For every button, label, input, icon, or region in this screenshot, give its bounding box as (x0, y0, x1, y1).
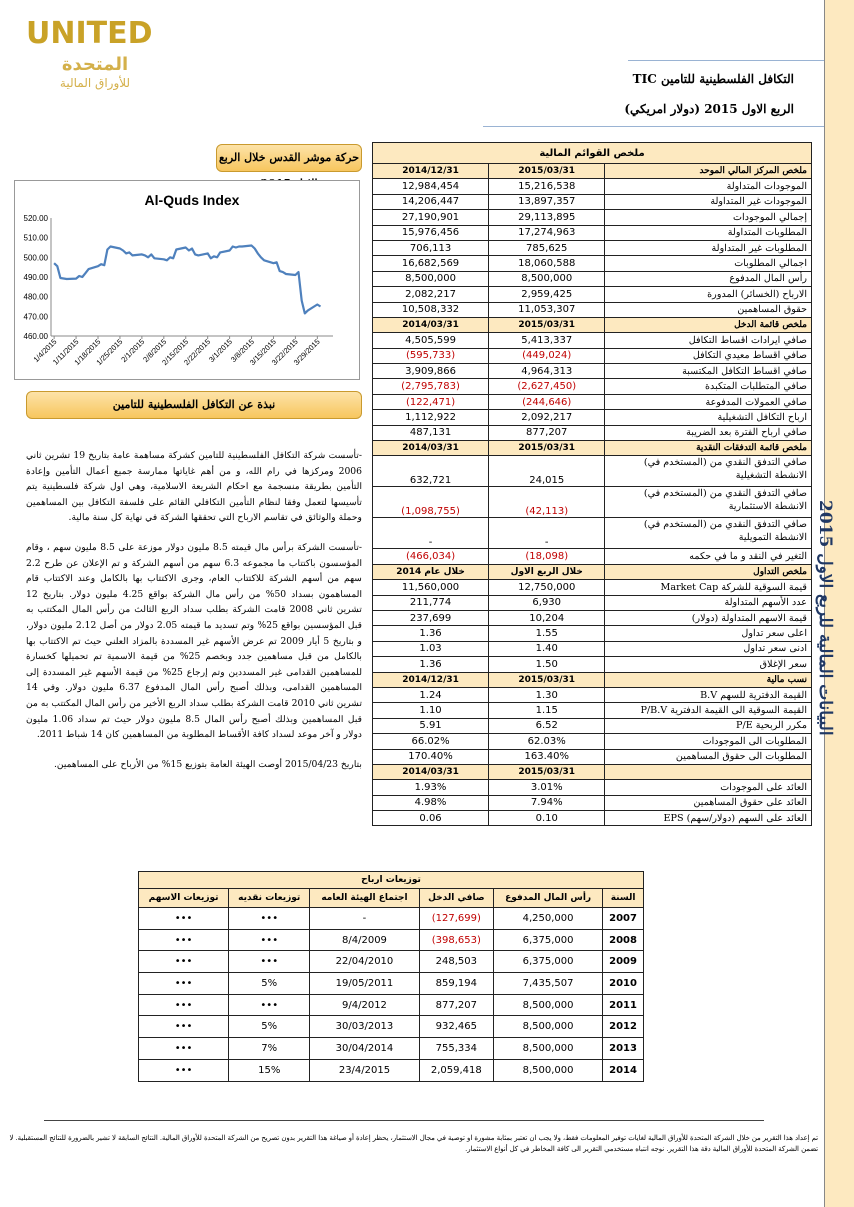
row-value: 16,682,569 (373, 256, 489, 271)
table-row (373, 795, 812, 810)
about-paragraph: بتاريخ 2015/04/23 أوصت الهيئة العامة بتوزيع 15% من الأرباح على المساهمين. (53, 758, 362, 770)
table-row (139, 1038, 644, 1060)
row-value: (449,024) (489, 348, 605, 363)
row-label: قيمة السوقية للشركة Market Cap (605, 580, 812, 595)
row-value: 1.55 (489, 626, 605, 641)
row-label: قيمة الاسهم المتداولة (دولار) (605, 610, 812, 625)
row-value: 785,625 (489, 240, 605, 255)
row-label: ارباح التكافل التشغيلية (605, 410, 812, 425)
company-title: التكافل الفلسطينية للتامين TIC (632, 72, 794, 86)
row-value: 5.91 (373, 718, 489, 733)
row-label: صافي التدفق النقدي من (المستخدم في) الانشطة التشغيلية (605, 456, 812, 487)
row-value: 706,113 (373, 240, 489, 255)
table-row (373, 487, 812, 518)
table-row (373, 518, 812, 549)
row-label: صافي التدفق النقدي من (المستخدم في) الانشطة التمويلية (605, 518, 812, 549)
row-value: 1.36 (373, 657, 489, 672)
row-value: (595,733) (373, 348, 489, 363)
column-header: توزيعات نقديه (229, 889, 310, 908)
row-label: حقوق المساهمين (605, 302, 812, 317)
table-cell: 859,194 (419, 973, 493, 995)
table-row (373, 425, 812, 440)
row-value: 877,207 (489, 425, 605, 440)
table-cell: ••• (139, 929, 229, 951)
table-row (373, 302, 812, 317)
row-value: 14,206,447 (373, 194, 489, 209)
row-label: العائد على حقوق المساهمين (605, 795, 812, 810)
x-tick-label: 3/1/2015 (207, 337, 235, 365)
row-label: صافي ارباح الفترة بعد الضريبة (605, 425, 812, 440)
section-title: ملخص قائمة التدفقات النقدية (605, 441, 812, 456)
table-row (373, 580, 812, 595)
table-cell: 4,250,000 (494, 908, 603, 930)
row-value: 4.98% (373, 795, 489, 810)
row-value: 1.36 (373, 626, 489, 641)
row-label: العائد على السهم (دولار/سهم) EPS (605, 811, 812, 826)
row-value: 7.94% (489, 795, 605, 810)
table-row (373, 595, 812, 610)
row-value: (2,627,450) (489, 379, 605, 394)
dividends-table (138, 871, 644, 1082)
disclaimer-text: تم إعداد هذا التقرير من خلال الشركة المتحدة للأوراق المالية لغايات توفير المعلومات فقط، ولا يجب ان تعتبر بمثابة مشورة او توصية في مجال الاستثمار، يحظر إعادة أو صياغة هذا التقرير بدون تصريح من الشركة المتحدة للأوراق المالية. النتائج السابقة لا تشير بالضرورة للنتائج المستقبلية. لا تضمن الشركة المتحدة للأوراق المالية دقة هذا التقرير. نوجه انتباه مستخدمي التقرير الى كافة المخاطر في كل أنواع الاستثمار. (9, 1134, 818, 1153)
table-row (139, 1059, 644, 1081)
x-tick-label: 1/25/2015 (94, 337, 125, 368)
row-value: 4,964,313 (489, 364, 605, 379)
column-period: 2014/03/31 (373, 441, 489, 456)
section-title: ملخص قائمة الدخل (605, 317, 812, 332)
row-value: 13,897,357 (489, 194, 605, 209)
financial-section-header (373, 441, 812, 456)
side-band (815, 0, 854, 1207)
table-cell: 6,375,000 (494, 929, 603, 951)
row-label: إجمالي الموجودات (605, 210, 812, 225)
row-value: 632,721 (373, 456, 489, 487)
table-cell: 30/04/2014 (310, 1038, 419, 1060)
table-cell: 248,503 (419, 951, 493, 973)
row-value: - (373, 518, 489, 549)
chart-section-header: حركة موشر القدس خلال الربع (216, 144, 362, 172)
table-row (373, 379, 812, 394)
row-value: 237,699 (373, 610, 489, 625)
table-cell: 23/4/2015 (310, 1059, 419, 1081)
row-value: 1.30 (489, 687, 605, 702)
financial-summary-table (372, 142, 812, 826)
column-period: 2015/03/31 (489, 441, 605, 456)
table-row (373, 456, 812, 487)
row-label: صافي التدفق النقدي من (المستخدم في) الانشطة الاستثمارية (605, 487, 812, 518)
year-cell: 2014 (603, 1059, 644, 1081)
table-cell: 7% (229, 1038, 310, 1060)
table-cell: 6,375,000 (494, 951, 603, 973)
table-row (373, 549, 812, 564)
row-label: رأس المال المدفوع (605, 271, 812, 286)
row-value: 11,053,307 (489, 302, 605, 317)
row-value: 10,508,332 (373, 302, 489, 317)
row-label: العائد على الموجودات (605, 780, 812, 795)
column-period: خلال الربع الاول (489, 564, 605, 579)
table-row (373, 194, 812, 209)
year-cell: 2012 (603, 1016, 644, 1038)
year-cell: 2008 (603, 929, 644, 951)
column-period: 2014/12/31 (373, 164, 489, 179)
table-cell: 19/05/2011 (310, 973, 419, 995)
year-cell: 2011 (603, 994, 644, 1016)
row-value: - (489, 518, 605, 549)
table-cell: ••• (139, 1016, 229, 1038)
financial-section-header (373, 564, 812, 579)
y-tick-label: 480.00 (23, 292, 48, 302)
year-cell: 2013 (603, 1038, 644, 1060)
table-cell: 8,500,000 (494, 1016, 603, 1038)
row-value: 163.40% (489, 749, 605, 764)
row-label: مكرر الربحية P/E (605, 718, 812, 733)
table-cell: (127,699) (419, 908, 493, 930)
x-tick-label: 2/22/2015 (182, 337, 213, 368)
row-value: 0.06 (373, 811, 489, 826)
row-value: 2,092,217 (489, 410, 605, 425)
row-value: (122,471) (373, 394, 489, 409)
section-title: نسب مالية (605, 672, 812, 687)
row-label: المطلوبات الى الموجودات (605, 734, 812, 749)
logo-text-ar: المتحدة (61, 54, 129, 75)
column-header: رأس المال المدفوع (494, 889, 603, 908)
row-value: 1.24 (373, 687, 489, 702)
table-cell: ••• (139, 1059, 229, 1081)
table-row (139, 973, 644, 995)
table-cell: 877,207 (419, 994, 493, 1016)
table-cell: 932,465 (419, 1016, 493, 1038)
table-cell: 755,334 (419, 1038, 493, 1060)
row-value: 487,131 (373, 425, 489, 440)
column-period: 2014/03/31 (373, 317, 489, 332)
table-cell: 8,500,000 (494, 1059, 603, 1081)
row-value: 17,274,963 (489, 225, 605, 240)
row-value: 1.93% (373, 780, 489, 795)
table-row (373, 256, 812, 271)
table-cell: 9/4/2012 (310, 994, 419, 1016)
table-row (373, 394, 812, 409)
table-cell: 8,500,000 (494, 994, 603, 1016)
column-period: 2015/03/31 (489, 164, 605, 179)
row-value: 2,959,425 (489, 287, 605, 302)
table-cell: 8/4/2009 (310, 929, 419, 951)
table-cell: (398,653) (419, 929, 493, 951)
row-value: 15,216,538 (489, 179, 605, 194)
table-row (373, 287, 812, 302)
table-row (373, 610, 812, 625)
row-value: 11,560,000 (373, 580, 489, 595)
financial-section-header (373, 164, 812, 179)
table-row (373, 271, 812, 286)
table-cell: ••• (139, 994, 229, 1016)
row-value: 1,112,922 (373, 410, 489, 425)
x-tick-label: 1/18/2015 (72, 337, 103, 368)
report-period: الربع الاول 2015 (دولار امريكي) (624, 102, 794, 116)
year-cell: 2010 (603, 973, 644, 995)
row-value: 27,190,901 (373, 210, 489, 225)
row-value: 15,976,456 (373, 225, 489, 240)
row-value: 12,750,000 (489, 580, 605, 595)
table-row (373, 734, 812, 749)
year-cell: 2009 (603, 951, 644, 973)
about-paragraph: -تأسست شركة التكافل الفلسطينية للتامين كشركة مساهمة عامة بتاريخ 19 تشرين ثاني 2006 ومركزها في رام الله، و من أهم غاياتها ممارسة جميع أعمال التأمين وإعادة التأمين بطريقة منسجمة مع احكام الشريعة الاسلامية، وهي اول شركة فلسطينية يتم تأسيسها لتعمل وفقا لنظام التأمين التكافلي القائم على فلسفة التكافل بين المساهمين وحملة والوثائق في تقاسم الارباح التي تحققها الشركة في نهاية كل سنة مالية. (26, 450, 362, 524)
row-value: (466,034) (373, 549, 489, 564)
column-header: صافي الدخل (419, 889, 493, 908)
dividends-header-row (139, 889, 644, 908)
row-value: (2,795,783) (373, 379, 489, 394)
row-label: اعلى سعر تداول (605, 626, 812, 641)
table-cell: 15% (229, 1059, 310, 1081)
table-row (373, 210, 812, 225)
y-tick-label: 470.00 (23, 312, 48, 322)
row-value: 62.03% (489, 734, 605, 749)
table-row (139, 1016, 644, 1038)
row-value: 18,060,588 (489, 256, 605, 271)
row-label: اجمالي المطلوبات (605, 256, 812, 271)
x-tick-label: 2/8/2015 (141, 337, 169, 365)
financial-section-header (373, 672, 812, 687)
dividends-title-row (139, 872, 644, 889)
x-tick-label: 1/11/2015 (50, 337, 81, 367)
row-label: صافي ايرادات اقساط التكافل (605, 333, 812, 348)
column-header: توزيعات الاسهم (139, 889, 229, 908)
year-cell: 2007 (603, 908, 644, 930)
table-row (373, 657, 812, 672)
y-tick-label: 490.00 (23, 273, 48, 282)
table-row (373, 687, 812, 702)
row-label: المطلوبات غير المتداولة (605, 240, 812, 255)
table-cell: ••• (229, 929, 310, 951)
column-period: 2014/03/31 (373, 764, 489, 779)
table-row (373, 626, 812, 641)
header-rule-bottom (483, 126, 824, 127)
row-value: 1.15 (489, 703, 605, 718)
row-value: 4,505,599 (373, 333, 489, 348)
y-tick-label: 520.00 (23, 214, 48, 223)
row-value: 24,015 (489, 456, 605, 487)
table-cell: ••• (139, 908, 229, 930)
row-value: 0.10 (489, 811, 605, 826)
table-row (373, 703, 812, 718)
table-cell: - (310, 908, 419, 930)
table-cell: ••• (229, 908, 310, 930)
table-cell: 5% (229, 1016, 310, 1038)
financial-table-title: ملخص القوائم المالية (373, 143, 812, 164)
table-cell: 8,500,000 (494, 1038, 603, 1060)
row-label: المطلوبات المتداولة (605, 225, 812, 240)
table-cell: 2,059,418 (419, 1059, 493, 1081)
table-cell: ••• (229, 951, 310, 973)
y-tick-label: 510.00 (23, 233, 48, 243)
y-tick-label: 500.00 (23, 253, 48, 263)
chart-title: Al-Quds Index (144, 192, 240, 208)
table-row (373, 225, 812, 240)
row-value: 66.02% (373, 734, 489, 749)
table-row (373, 410, 812, 425)
financial-table-title-row (373, 143, 812, 164)
table-row (373, 780, 812, 795)
row-label: القيمة السوقية الى القيمة الدفترية P/B.V (605, 703, 812, 718)
side-title: البيانات المالية للربع الاول 2015 (815, 500, 835, 736)
row-value: (18,098) (489, 549, 605, 564)
row-label: التغير في النقد و ما في حكمه (605, 549, 812, 564)
row-label: المطلوبات الى حقوق المساهمين (605, 749, 812, 764)
logo-subtext-ar: للأوراق المالية (59, 76, 131, 90)
table-cell: ••• (139, 951, 229, 973)
column-period: 2014/12/31 (373, 672, 489, 687)
x-tick-label: 3/22/2015 (269, 337, 300, 368)
x-tick-label: 1/4/2015 (31, 337, 59, 365)
financial-section-header (373, 317, 812, 332)
section-title: ملخص المركز المالي الموحد (605, 164, 812, 179)
x-tick-label: 3/15/2015 (247, 337, 278, 368)
row-label: عدد الأسهم المتداولة (605, 595, 812, 610)
table-row (373, 333, 812, 348)
about-paragraph: -تأسست الشركة برأس مال قيمته 8.5 مليون دولار موزعة على 8.5 مليون سهم ، وقام المؤسسون باكتتاب ما مجموعه 6.3 سهم من أسهم الشركة و تم الإعلان عن طرح 2.2 سهم من أسهم الشركة للاكتتاب العام، وجرى الاكتتاب بها بالكامل وعند الاكتتاب قام المساهمون بسداد 50% من رأس مال الشركة بواقع 4.25 مليون دولار. بتاريخ 12 تشرين ثاني 2008 قامت الشركة بطلب سداد الربع الثالث من رأس المال المكتتب به قبل المؤسسين بواقع 25% وتم تسديد ما قيمته 2.05 دولار من أصل 2.12 مليون دولار، و بتاريخ 5 أيار 2009 تم عرض الأسهم غير المسددة بالمزاد العلني حيث تم الاكتتاب بها بالكامل من قبل مساهمين جدد وبخصم 25% من قيمة الاسمية تم تحميلها كخسارة للمساهمين القدامى غير المسددين وتم إرجاع 25% من قيمة الأسهم غير المسددة إلى المساهمين القدامى، وبذلك أصبح رأس المال المدفوع 6.37 مليون دولار. وفي 14 تشرين ثاني 2010 قامت الشركة بطلب سداد الربع الأخير من رأس المال المكتتب به من قبل المساهمين وبذلك أصبح رأس المال 8.5 مليون دولار حيث تم سداد 1.06 مليون دولار و آخر موعد لسداد كافة الأقساط المطلوبة من المساهمين كان 14 شباط 2011. (26, 541, 363, 741)
table-row (139, 994, 644, 1016)
y-tick-label: 460.00 (23, 332, 48, 341)
table-cell: 30/03/2013 (310, 1016, 419, 1038)
row-value: (244,646) (489, 394, 605, 409)
column-period: 2015/03/31 (489, 317, 605, 332)
table-row (373, 348, 812, 363)
row-label: صافي اقساط التكافل المكتسبة (605, 364, 812, 379)
row-value: 1.40 (489, 641, 605, 656)
disclaimer-divider (44, 1120, 764, 1121)
table-cell: ••• (139, 1038, 229, 1060)
row-value: 3,909,866 (373, 364, 489, 379)
company-logo (22, 14, 167, 96)
index-series-line (54, 246, 320, 314)
column-period: خلال عام 2014 (373, 564, 489, 579)
table-row (373, 179, 812, 194)
row-value: 2,082,217 (373, 287, 489, 302)
row-value: 5,413,337 (489, 333, 605, 348)
column-period: 2015/03/31 (489, 672, 605, 687)
table-row (139, 929, 644, 951)
about-section-header: نبذة عن التكافل الفلسطينية للتامين (26, 391, 362, 419)
table-cell: 22/04/2010 (310, 951, 419, 973)
company-about (26, 448, 362, 786)
row-value: 211,774 (373, 595, 489, 610)
row-label: صافي اقساط معيدي التكافل (605, 348, 812, 363)
row-value: 6.52 (489, 718, 605, 733)
column-header: اجتماع الهيئة العامه (310, 889, 419, 908)
financial-section-header (373, 764, 812, 779)
row-label: الارباح (الخسائر) المدورة (605, 287, 812, 302)
row-value: (1,098,755) (373, 487, 489, 518)
index-chart (14, 180, 360, 380)
header-rule-top (628, 60, 824, 61)
row-value: 8,500,000 (373, 271, 489, 286)
row-label: ادنى سعر تداول (605, 641, 812, 656)
x-tick-label: 2/1/2015 (119, 337, 147, 365)
section-title: ملخص التداول (605, 564, 812, 579)
table-row (373, 364, 812, 379)
row-value: 1.50 (489, 657, 605, 672)
table-cell: ••• (229, 994, 310, 1016)
row-label: صافي العمولات المدفوعة (605, 394, 812, 409)
table-cell: ••• (139, 973, 229, 995)
table-row (373, 718, 812, 733)
row-label: الموجودات غير المتداولة (605, 194, 812, 209)
x-tick-label: 2/15/2015 (160, 337, 191, 368)
x-tick-label: 3/8/2015 (228, 337, 256, 365)
dividends-title: توزيعات ارباح (139, 872, 644, 889)
row-value: 1.10 (373, 703, 489, 718)
table-cell: 7,435,507 (494, 973, 603, 995)
row-value: 3.01% (489, 780, 605, 795)
column-period: 2015/03/31 (489, 764, 605, 779)
row-value: 10,204 (489, 610, 605, 625)
table-cell: 5% (229, 973, 310, 995)
table-row (373, 811, 812, 826)
x-tick-label: 3/29/2015 (291, 337, 322, 368)
row-label: سعر الإغلاق (605, 657, 812, 672)
row-label: الموجودات المتداولة (605, 179, 812, 194)
table-row (373, 641, 812, 656)
row-value: 170.40% (373, 749, 489, 764)
column-header: السنة (603, 889, 644, 908)
table-row (373, 749, 812, 764)
index-chart-svg (15, 181, 359, 379)
row-value: 6,930 (489, 595, 605, 610)
row-label: صافي المتطلبات المتكبدة (605, 379, 812, 394)
table-row (139, 951, 644, 973)
table-row (139, 908, 644, 930)
row-value: 8,500,000 (489, 271, 605, 286)
section-title (605, 764, 812, 779)
row-value: 12,984,454 (373, 179, 489, 194)
table-row (373, 240, 812, 255)
row-value: 29,113,895 (489, 210, 605, 225)
row-value: 1.03 (373, 641, 489, 656)
logo-text-en: UNITED (26, 16, 153, 51)
row-value: (42,113) (489, 487, 605, 518)
row-label: القيمة الدفترية للسهم B.V (605, 687, 812, 702)
